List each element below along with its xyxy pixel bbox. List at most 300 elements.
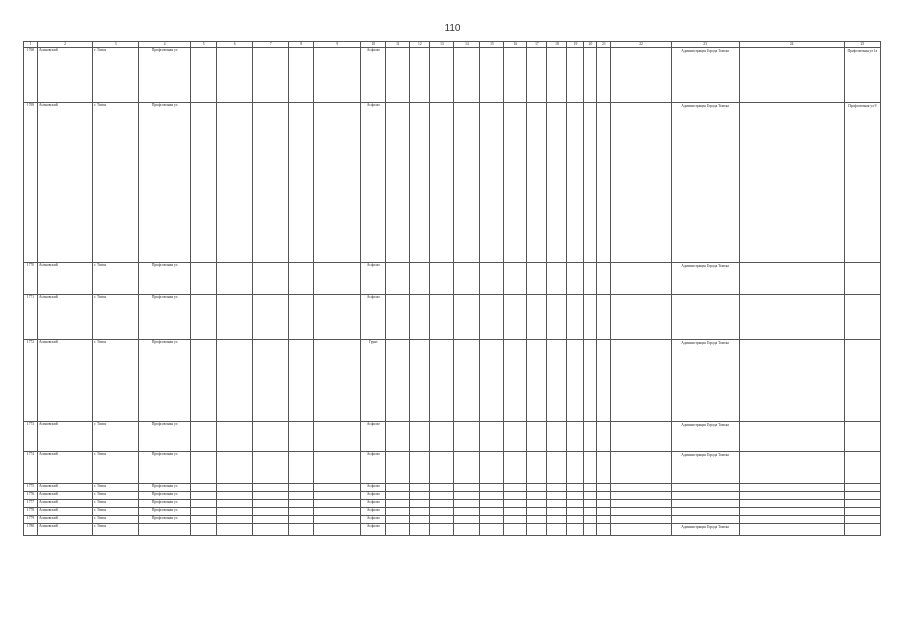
table-cell — [430, 484, 454, 492]
table-cell — [597, 48, 611, 103]
table-cell: г. Томск — [93, 295, 139, 340]
column-number: 13 — [430, 42, 454, 48]
table-cell — [191, 508, 217, 516]
column-number: 3 — [93, 42, 139, 48]
table-cell: г. Томск — [93, 492, 139, 500]
table-cell: 1768 — [24, 48, 38, 103]
table-row — [24, 492, 881, 500]
table-cell — [386, 263, 410, 295]
column-number: 20 — [584, 42, 597, 48]
column-number: 19 — [567, 42, 584, 48]
table-cell — [217, 263, 253, 295]
table-cell: Администрация Города Томска — [671, 263, 739, 295]
table-cell: Администрация Города Томска — [671, 103, 739, 263]
table-cell — [567, 508, 584, 516]
table-cell — [504, 263, 527, 295]
column-number: 23 — [671, 42, 739, 48]
table-cell — [217, 452, 253, 484]
table-row — [24, 524, 881, 536]
table-cell — [567, 452, 584, 484]
table-cell — [386, 484, 410, 492]
table-cell — [844, 484, 880, 492]
table-cell — [584, 103, 597, 263]
table-cell — [527, 340, 547, 422]
table-cell — [597, 263, 611, 295]
table-cell — [611, 508, 671, 516]
table-cell — [454, 508, 480, 516]
table-cell — [217, 484, 253, 492]
table-cell — [410, 524, 430, 536]
table-cell: Профсоюзная ул — [139, 263, 191, 295]
table-cell — [191, 452, 217, 484]
table-cell: Профсоюзная ул — [139, 516, 191, 524]
table-cell — [597, 295, 611, 340]
table-cell — [611, 422, 671, 452]
table-cell — [504, 524, 527, 536]
table-cell — [410, 340, 430, 422]
table-cell — [739, 492, 844, 500]
table-cell — [567, 340, 584, 422]
table-cell — [480, 103, 504, 263]
column-number: 4 — [139, 42, 191, 48]
table-cell — [547, 524, 567, 536]
table-cell — [480, 48, 504, 103]
table-cell — [597, 103, 611, 263]
table-cell — [253, 524, 289, 536]
table-row — [24, 484, 881, 492]
table-cell — [314, 508, 361, 516]
table-cell: Асиновский — [38, 295, 93, 340]
table-cell — [217, 48, 253, 103]
table-cell — [253, 263, 289, 295]
table-cell — [410, 452, 430, 484]
table-cell — [567, 295, 584, 340]
table-cell: 1776 — [24, 492, 38, 500]
table-cell — [480, 452, 504, 484]
table-cell — [480, 484, 504, 492]
table-cell — [584, 48, 597, 103]
column-number: 6 — [217, 42, 253, 48]
table-cell: 1774 — [24, 452, 38, 484]
table-cell — [739, 340, 844, 422]
table-cell — [584, 500, 597, 508]
column-number: 15 — [480, 42, 504, 48]
table-cell — [430, 492, 454, 500]
table-cell — [289, 500, 314, 508]
table-cell — [739, 103, 844, 263]
table-cell — [314, 422, 361, 452]
table-cell — [454, 422, 480, 452]
table-cell: 1780 — [24, 524, 38, 536]
table-cell: Профсоюзная ул — [139, 340, 191, 422]
table-cell — [739, 263, 844, 295]
table-cell — [191, 516, 217, 524]
table-cell — [454, 263, 480, 295]
table-cell — [739, 452, 844, 484]
column-number: 22 — [611, 42, 671, 48]
column-number: 2 — [38, 42, 93, 48]
table-cell — [289, 103, 314, 263]
table-cell: Профсоюзная ул 1а — [844, 48, 880, 103]
table-cell: г. Томск — [93, 452, 139, 484]
table-cell — [527, 492, 547, 500]
table-cell — [314, 48, 361, 103]
table-cell — [191, 295, 217, 340]
table-cell: Асиновский — [38, 48, 93, 103]
table-cell — [217, 516, 253, 524]
table-cell — [386, 452, 410, 484]
table-cell: 1778 — [24, 508, 38, 516]
table-cell — [480, 295, 504, 340]
table-cell — [584, 516, 597, 524]
table-cell: Асфальт — [361, 48, 386, 103]
table-cell — [844, 263, 880, 295]
column-number: 10 — [361, 42, 386, 48]
table-cell — [191, 263, 217, 295]
table-cell — [504, 508, 527, 516]
table-cell — [527, 263, 547, 295]
table-cell — [289, 484, 314, 492]
table-cell — [671, 492, 739, 500]
table-cell — [217, 103, 253, 263]
table-cell — [410, 103, 430, 263]
table-cell — [253, 508, 289, 516]
table-cell — [597, 524, 611, 536]
table-cell — [480, 508, 504, 516]
column-number: 9 — [314, 42, 361, 48]
table-cell — [504, 422, 527, 452]
table-cell — [289, 492, 314, 500]
table-cell — [430, 340, 454, 422]
table-cell: Асфальт — [361, 524, 386, 536]
table-cell: Профсоюзная ул — [139, 508, 191, 516]
table-cell — [191, 524, 217, 536]
table-cell — [527, 484, 547, 492]
column-number: 24 — [739, 42, 844, 48]
table-cell — [314, 452, 361, 484]
table-cell: Грунт — [361, 340, 386, 422]
table-cell — [584, 340, 597, 422]
table-cell: Асфальт — [361, 500, 386, 508]
table-cell: Администрация Города Томска — [671, 48, 739, 103]
table-cell — [547, 340, 567, 422]
table-cell: Асфальт — [361, 452, 386, 484]
table-row — [24, 103, 881, 263]
column-number: 14 — [454, 42, 480, 48]
table-cell — [430, 263, 454, 295]
table-cell: Профсоюзная ул — [139, 48, 191, 103]
table-cell — [671, 516, 739, 524]
table-cell — [430, 422, 454, 452]
table-cell — [611, 48, 671, 103]
table-cell — [253, 516, 289, 524]
table-cell — [584, 422, 597, 452]
table-cell — [253, 484, 289, 492]
table-cell — [597, 452, 611, 484]
column-number: 16 — [504, 42, 527, 48]
table-cell — [844, 295, 880, 340]
table-cell — [844, 422, 880, 452]
table-cell — [314, 524, 361, 536]
table-cell — [739, 500, 844, 508]
column-number: 21 — [597, 42, 611, 48]
table-cell — [547, 492, 567, 500]
table-cell — [547, 263, 567, 295]
table-cell — [584, 508, 597, 516]
table-cell: Администрация Города Томска — [671, 340, 739, 422]
table-cell — [410, 484, 430, 492]
table-cell — [410, 508, 430, 516]
table-cell — [454, 295, 480, 340]
table-cell: Асиновский — [38, 516, 93, 524]
table-cell — [191, 103, 217, 263]
table-cell — [253, 103, 289, 263]
table-cell — [410, 492, 430, 500]
table-cell — [454, 492, 480, 500]
table-cell — [611, 263, 671, 295]
table-cell — [547, 508, 567, 516]
table-cell: г. Томск — [93, 500, 139, 508]
table-cell — [584, 295, 597, 340]
table-cell — [314, 103, 361, 263]
table-cell — [527, 48, 547, 103]
table-cell — [191, 48, 217, 103]
table-cell — [547, 484, 567, 492]
table-cell — [139, 524, 191, 536]
table-cell — [289, 263, 314, 295]
table-cell: Администрация Города Томска — [671, 452, 739, 484]
table-cell: Асфальт — [361, 516, 386, 524]
table-cell: Асиновский — [38, 103, 93, 263]
table-cell: Асфальт — [361, 492, 386, 500]
column-number: 12 — [410, 42, 430, 48]
table-cell — [739, 484, 844, 492]
table-cell: Асфальт — [361, 508, 386, 516]
table-cell: г. Томск — [93, 103, 139, 263]
table-cell — [504, 48, 527, 103]
table-cell: г. Томск — [93, 516, 139, 524]
table-cell: Асфальт — [361, 484, 386, 492]
table-cell — [527, 508, 547, 516]
table-cell: Профсоюзная ул — [139, 492, 191, 500]
table-cell — [454, 524, 480, 536]
column-number: 8 — [289, 42, 314, 48]
table-cell — [480, 516, 504, 524]
table-cell — [567, 524, 584, 536]
table-cell — [217, 340, 253, 422]
table-cell: Асиновский — [38, 340, 93, 422]
table-cell — [739, 48, 844, 103]
table-cell — [191, 422, 217, 452]
table-cell — [410, 263, 430, 295]
column-number: 1 — [24, 42, 38, 48]
table-cell: 1769 — [24, 103, 38, 263]
table-row — [24, 48, 881, 103]
table-cell — [567, 516, 584, 524]
table-cell — [584, 492, 597, 500]
table-cell — [253, 452, 289, 484]
table-cell — [597, 500, 611, 508]
table-cell — [480, 422, 504, 452]
table-cell: 1772 — [24, 340, 38, 422]
table-cell: Профсоюзная ул — [139, 295, 191, 340]
table-cell — [504, 492, 527, 500]
table-cell — [386, 492, 410, 500]
table-cell: 1771 — [24, 295, 38, 340]
table-cell — [430, 452, 454, 484]
column-number: 17 — [527, 42, 547, 48]
table-cell — [480, 492, 504, 500]
table-cell — [611, 516, 671, 524]
table-cell — [844, 524, 880, 536]
table-cell — [314, 263, 361, 295]
table-cell — [253, 500, 289, 508]
table-cell — [410, 422, 430, 452]
table-cell — [454, 103, 480, 263]
table-cell — [671, 508, 739, 516]
table-cell — [430, 500, 454, 508]
table-cell — [410, 500, 430, 508]
table-cell — [671, 500, 739, 508]
table-cell — [386, 295, 410, 340]
table-cell — [430, 508, 454, 516]
table-cell — [191, 500, 217, 508]
table-cell: Профсоюзная ул — [139, 422, 191, 452]
table-cell — [567, 500, 584, 508]
table-cell — [547, 422, 567, 452]
column-number: 25 — [844, 42, 880, 48]
table-cell — [289, 452, 314, 484]
table-cell — [597, 516, 611, 524]
table-cell — [191, 340, 217, 422]
table-cell: 1779 — [24, 516, 38, 524]
table-row — [24, 516, 881, 524]
register-table — [23, 41, 881, 536]
table-cell: Профсоюзная ул — [139, 500, 191, 508]
table-cell — [611, 452, 671, 484]
table-cell — [430, 295, 454, 340]
page-number: 110 — [444, 23, 461, 34]
table-cell — [584, 524, 597, 536]
table-cell — [547, 500, 567, 508]
table-cell — [567, 48, 584, 103]
table-cell — [191, 492, 217, 500]
table-cell: 1777 — [24, 500, 38, 508]
table-cell: Профсоюзная ул — [139, 103, 191, 263]
table-cell — [480, 500, 504, 508]
table-cell — [289, 508, 314, 516]
table-cell — [217, 500, 253, 508]
table-cell — [527, 295, 547, 340]
table-cell — [410, 48, 430, 103]
table-cell — [567, 484, 584, 492]
table-cell: Асиновский — [38, 263, 93, 295]
table-cell — [386, 340, 410, 422]
table-cell — [527, 500, 547, 508]
table-cell — [844, 508, 880, 516]
table-cell: г. Томск — [93, 48, 139, 103]
table-cell — [454, 484, 480, 492]
table-cell: Асиновский — [38, 492, 93, 500]
table-cell — [430, 524, 454, 536]
table-cell — [217, 508, 253, 516]
table-cell — [386, 500, 410, 508]
table-cell: Асиновский — [38, 422, 93, 452]
table-cell — [611, 103, 671, 263]
table-cell: г. Томск — [93, 524, 139, 536]
table-cell — [597, 508, 611, 516]
table-cell — [504, 484, 527, 492]
table-cell — [504, 500, 527, 508]
table-cell — [584, 452, 597, 484]
table-cell: г. Томск — [93, 340, 139, 422]
table-cell — [597, 422, 611, 452]
table-cell: Асфальт — [361, 422, 386, 452]
table-cell — [504, 103, 527, 263]
table-cell: Администрация Города Томска — [671, 422, 739, 452]
table-cell — [584, 263, 597, 295]
table-cell — [844, 452, 880, 484]
table-cell — [454, 516, 480, 524]
table-cell — [253, 422, 289, 452]
column-number: 11 — [386, 42, 410, 48]
table-cell — [671, 295, 739, 340]
column-number: 18 — [547, 42, 567, 48]
table-cell: Профсоюзная ул — [139, 452, 191, 484]
table-cell — [217, 422, 253, 452]
table-cell — [611, 524, 671, 536]
table-cell — [430, 48, 454, 103]
table-cell — [289, 295, 314, 340]
table-cell — [314, 340, 361, 422]
table-cell: Асфальт — [361, 295, 386, 340]
table-cell — [504, 340, 527, 422]
table-cell — [504, 295, 527, 340]
table-cell — [289, 340, 314, 422]
table-cell — [547, 295, 567, 340]
table-cell — [454, 500, 480, 508]
table-cell — [410, 516, 430, 524]
table-cell: г. Томск — [93, 422, 139, 452]
table-cell: Профсоюзная ул 9 — [844, 103, 880, 263]
table-row — [24, 340, 881, 422]
table-cell — [386, 422, 410, 452]
table-cell — [314, 500, 361, 508]
table-cell — [527, 452, 547, 484]
table-cell — [739, 422, 844, 452]
table-cell — [611, 340, 671, 422]
table-cell — [844, 492, 880, 500]
table-cell — [611, 295, 671, 340]
table-cell — [567, 492, 584, 500]
table-cell — [430, 516, 454, 524]
table-cell: 1773 — [24, 422, 38, 452]
table-cell — [611, 484, 671, 492]
table-cell — [454, 452, 480, 484]
table-cell — [314, 492, 361, 500]
table-cell — [217, 295, 253, 340]
table-cell — [454, 48, 480, 103]
table-cell: г. Томск — [93, 508, 139, 516]
table-cell — [739, 295, 844, 340]
table-cell: Асиновский — [38, 452, 93, 484]
table-cell — [527, 103, 547, 263]
table-cell — [430, 103, 454, 263]
table-cell — [386, 524, 410, 536]
table-cell — [597, 492, 611, 500]
table-row — [24, 422, 881, 452]
table-cell — [289, 422, 314, 452]
